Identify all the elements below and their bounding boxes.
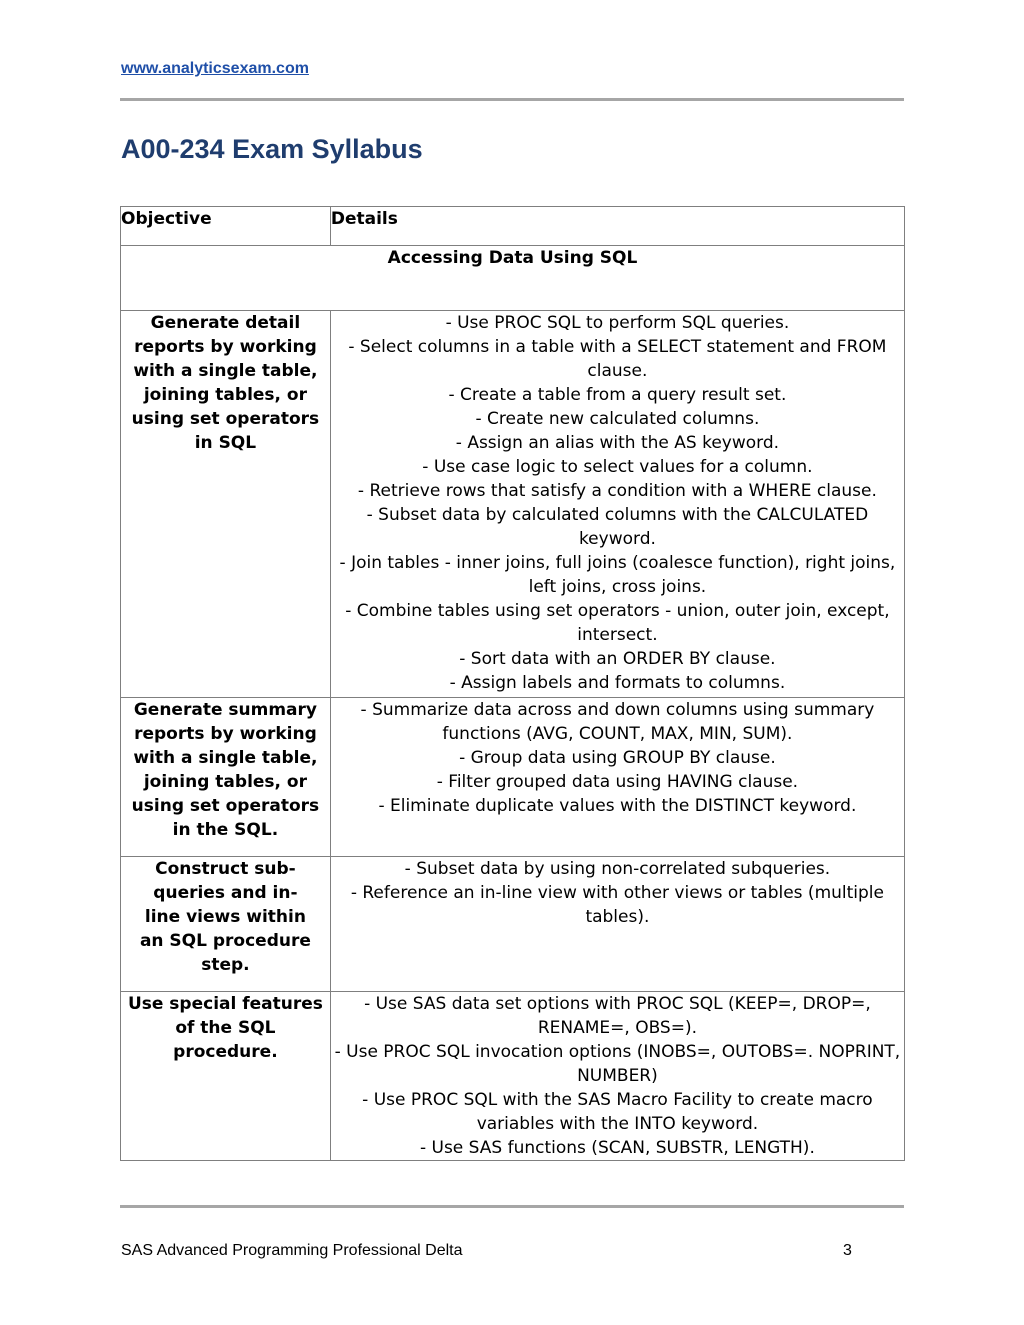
table-row <box>121 857 905 992</box>
section-title: Accessing Data Using SQL <box>121 246 905 311</box>
objective-text: Use special features of the SQL procedure. <box>127 994 323 1062</box>
detail-item: - Use SAS data set options with PROC SQL (KEEP=, DROP=, RENAME=, OBS=). <box>364 994 871 1038</box>
detail-item: - Subset data by calculated columns with the CALCULATED keyword. <box>366 505 869 549</box>
footer-divider <box>120 1205 904 1208</box>
detail-item: - Use PROC SQL invocation options (INOBS=, OUTOBS=. NOPRINT, NUMBER) <box>334 1042 901 1086</box>
details-cell <box>330 992 904 1161</box>
objective-text: Generate summary reports by working with a single table, joining tables, or using set operators in the SQL. <box>131 700 320 840</box>
detail-item: - Eliminate duplicate values with the DISTINCT keyword. <box>378 796 857 816</box>
detail-item: - Create new calculated columns. <box>475 409 760 429</box>
page-title: A00-234 Exam Syllabus <box>121 134 423 164</box>
syllabus-table <box>120 206 905 1161</box>
detail-item: - Subset data by using non-correlated subqueries. <box>404 859 831 879</box>
detail-item: - Use PROC SQL to perform SQL queries. <box>445 313 790 333</box>
table-row <box>121 311 905 698</box>
details-cell <box>330 698 904 857</box>
detail-item: - Retrieve rows that satisfy a condition with a WHERE clause. <box>357 481 877 501</box>
column-header-details: Details <box>330 207 904 246</box>
objective-cell <box>121 698 331 857</box>
detail-item: - Assign labels and formats to columns. <box>449 673 786 693</box>
objective-text: Generate detail reports by working with a single table, joining tables, or using set operators in SQL <box>131 313 320 453</box>
header-divider <box>120 98 904 101</box>
detail-item: - Assign an alias with the AS keyword. <box>455 433 780 453</box>
footer-title: SAS Advanced Programming Professional Delta <box>121 1242 463 1259</box>
detail-item: - Use case logic to select values for a column. <box>422 457 813 477</box>
detail-item: - Use SAS functions (SCAN, SUBSTR, LENGTH). <box>419 1138 815 1158</box>
objective-cell <box>121 992 331 1161</box>
detail-item: - Join tables - inner joins, full joins (coalesce function), right joins, left joins, cross joins. <box>339 553 896 597</box>
site-link[interactable]: www.analyticsexam.com <box>121 60 309 77</box>
details-cell <box>330 311 904 698</box>
section-row <box>121 246 905 311</box>
objective-cell <box>121 857 331 992</box>
table-row <box>121 698 905 857</box>
detail-item: - Select columns in a table with a SELECT statement and FROM clause. <box>348 337 887 381</box>
details-cell <box>330 857 904 992</box>
objective-cell <box>121 311 331 698</box>
detail-item: - Sort data with an ORDER BY clause. <box>459 649 776 669</box>
detail-item: - Reference an in-line view with other views or tables (multiple tables). <box>350 883 884 927</box>
column-header-objective: Objective <box>121 207 331 246</box>
detail-item: - Filter grouped data using HAVING clause. <box>436 772 799 792</box>
page-number: 3 <box>843 1242 852 1259</box>
objective-text: Construct sub-queries and in-line views within an SQL procedure step. <box>139 859 311 975</box>
detail-item: - Combine tables using set operators - union, outer join, except, intersect. <box>345 601 890 645</box>
table-header-row <box>121 207 905 246</box>
detail-item: - Use PROC SQL with the SAS Macro Facility to create macro variables with the INTO keyword. <box>362 1090 873 1134</box>
table-row <box>121 992 905 1161</box>
detail-item: - Summarize data across and down columns using summary functions (AVG, COUNT, MAX, MIN, SUM). <box>360 700 875 744</box>
detail-item: - Create a table from a query result set. <box>448 385 787 405</box>
detail-item: - Group data using GROUP BY clause. <box>459 748 776 768</box>
